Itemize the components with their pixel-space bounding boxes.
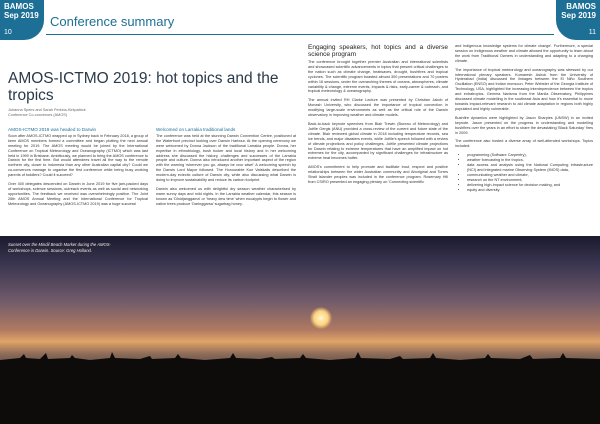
- paragraph: Soon after AMOS-ICTMO wrapped up in Sydney back in February 2018, a group of keen AMOS members formed a committee and began plotting the next annual meeting for 2019. The AMOS meeting would be joined by the International Conference on Tropical Meteorology and Oceanography (ICTMO) which was last held in 1999 in Brisbane. Ambitiously, we planned to bring the AMOS conference to Darwin for the first time. But would attendees travel all the way to the remote northern city, closer to Indonesia than any other Australian capital city? Could we co-convenors manage to organise the first conference while being busy working parents of toddlers? Could it succeed?: [8, 133, 148, 178]
- paragraph: AMOS's commitment to help promote and facilitate trust, respect and positive relationships between the wider Australian community and Aboriginal and Torres Strait Islander peoples was included in the conference program. Rosemary Hill from CSIRO presented an engaging plenary on 'Connecting scientific: [308, 165, 448, 184]
- page-number-right: 11: [588, 29, 596, 36]
- paragraph: Darwin also welcomed us with delightful dry season weather characterised by warm sunny days and mild nights. In the Larrakia weather calendar, this season is known as 'Dinidjanggama' or 'heavy dew time' when eucalypts begin to flower and native trees produce 'Darlnggarsa' sugarbag honey.: [156, 186, 296, 206]
- header-divider-right: [300, 34, 554, 35]
- page-tab-left: [0, 0, 44, 40]
- paragraph: Bushfire dynamics were highlighted by Jason Sharples (UNSW) in an invited keynote. Jason presented on the progress in understanding and modelling bushfires over the years in an effort to share the devastating 'Black Saturday' fires in 2009.: [455, 115, 593, 135]
- section-title: Conference summary: [50, 14, 175, 29]
- paragraph: Over 400 delegates descended on Darwin in June 2019 for five jam-packed days of workshops, science sessions, outreach events as well as social and networking opportunities. The feedback we received was overwhelmingly positive. The Joint 26th AMOS Annual Meeting and the International Conference for Tropical Meteorology and Oceanography (AMOS-ICTMO 2019) was a huge success!: [8, 182, 148, 206]
- list-item: • programming (Software Carpentry),: [467, 153, 593, 158]
- text-column-1: [8, 128, 148, 211]
- paragraph: The importance of tropical meteorology and oceanography was stressed by our international plenary speakers. Kumaresh Ashok from the University of Hyderabad (India) discussed the linkages between the El Niño Southern Oscillation (ENSO) and Indian monsoon. Peter Webster of the Georgia Institute of Technology, USA, highlighted the increasing interdependence between the tropics and extratropics. Gemma Narisma from the Manila Observatory, Philippines discussed climate modelling in the southeast Asia and how it's essential to move towards impact-relevant research to aid climate adaptation in regions both highly populated and highly vulnerable.: [455, 67, 593, 111]
- article-title: AMOS-ICTMO 2019: hot topics and the tropics: [8, 70, 279, 104]
- subheading: AMOS-ICTMO 2019 was headed to Darwin: [8, 127, 97, 132]
- page-tab-right: [556, 0, 600, 40]
- list-item: • data access and analysis using the National Computing Infrastructure (NCI) and integrated marine Observing System (IMOS) data,: [467, 163, 593, 173]
- text-column-2: [156, 128, 296, 211]
- byline-role: Conference Co-convenors (AMOS): [8, 113, 68, 117]
- tab-publication: BAMOS: [566, 2, 596, 11]
- tab-publication: BAMOS: [4, 2, 34, 11]
- text-column-3: [308, 44, 448, 189]
- photo-caption: [8, 242, 111, 253]
- list-item: • research on the NT environment,: [467, 178, 593, 183]
- header-divider-left: [46, 34, 300, 35]
- subheading: Engaging speakers, hot topics and a diverse science program: [308, 44, 448, 58]
- list-item: • equity and diversity.: [467, 188, 593, 193]
- paragraph: The conference also hosted a diverse array of well-attended workshops. Topics included:: [455, 139, 593, 149]
- tab-issue-date: Sep 2019: [561, 11, 596, 20]
- paragraph: The annual invited RH Clarke Lecture was presented by Christian Jakob of Monash University, who discussed the importance of tropical convection in modifying large-scale environments as well as the critical role of the Darwin observatory in improving weather and climate models.: [308, 98, 448, 118]
- list-item: • communicating weather and climate,: [467, 173, 593, 178]
- text-column-4: [455, 44, 593, 192]
- list-item: • delivering high-impact science for decision making, and: [467, 183, 593, 188]
- caption-line-2: Conference in Darwin. Source: Greg Holland.: [8, 247, 93, 253]
- byline-authors: Johanna Speirs and Sarah Perkins-Kirkpatrick: [8, 108, 86, 112]
- paragraph: The conference brought together premier Australian and international scientists and showcased scientific advancements in topics that present critical challenges to the nation such as climate change, heatwaves, drought, bushfires and tropical cyclones. The scientific program boasted almost 300 presentations and 70 posters within 16 sessions, under the overarching themes of oceans, atmospheres, climate variability & change, extreme events, impacts & risks, early-career & outreach, and tropical meteorology & oceanography.: [308, 60, 448, 94]
- paragraph: The conference was held at the stunning Darwin Convention Centre, positioned at the Waterfront precinct looking over Darwin Harbour. At the opening ceremony we were welcomed by Donna Jackson of the traditional Larrakia people. Donna, her expertise in ethnobiology, bush tucker and local history and in her welcoming address she discussed the history, challenges and successes of the Larrakia people and culture. Donna also introduced another important aspect of the region with the warning 'wherever you go, always be croc wise!' A welcoming speech by the Darwin Lord Mayor followed. The Honourable Kon Vatskalis described the modern-day eclectic culture of Darwin city, while also discussing what Darwin is doing to improve sustainability and reduce its carbon footprint.: [156, 133, 296, 183]
- tab-issue-date: Sep 2019: [4, 11, 39, 20]
- workshop-list: [455, 153, 593, 192]
- page-number-left: 10: [4, 29, 12, 36]
- subheading: Welcomed on Larrakia traditional lands: [156, 127, 236, 132]
- list-item: • weather forecasting in the tropics,: [467, 158, 593, 163]
- byline: [8, 108, 86, 118]
- sun: [310, 307, 332, 329]
- beach-foreground: [0, 360, 600, 424]
- caption-line-1: Sunset over the Mindil Beach Market during the AMOS-: [8, 242, 111, 247]
- paragraph: and Indigenous knowledge systems for climate change'. Furthermore, a special session on Indigenous weather and climate allowed the opportunity to learn about the work from Traditional Owners in understanding and adapting to a changing climate.: [455, 44, 593, 63]
- crowd-silhouettes: [0, 348, 600, 366]
- paragraph: Back-to-back keynote speeches from Blair Trewin (Bureau of Meteorology) and Joëlle Gergis (ANU) provided a cross-review of the current and future state of the climate. Blair reviewed global climate in 2018 including temperature records, sea ice trends, and major disasters events, while Joëlle's speech followed with a review of climate projections and policy challenges. Joëlle presented climate projections for Darwin relating to extreme temperatures that have an amplified impact on hot extremes for the city, accompanied by significant challenges for infrastructure as extreme heat becomes hotter.: [308, 121, 448, 161]
